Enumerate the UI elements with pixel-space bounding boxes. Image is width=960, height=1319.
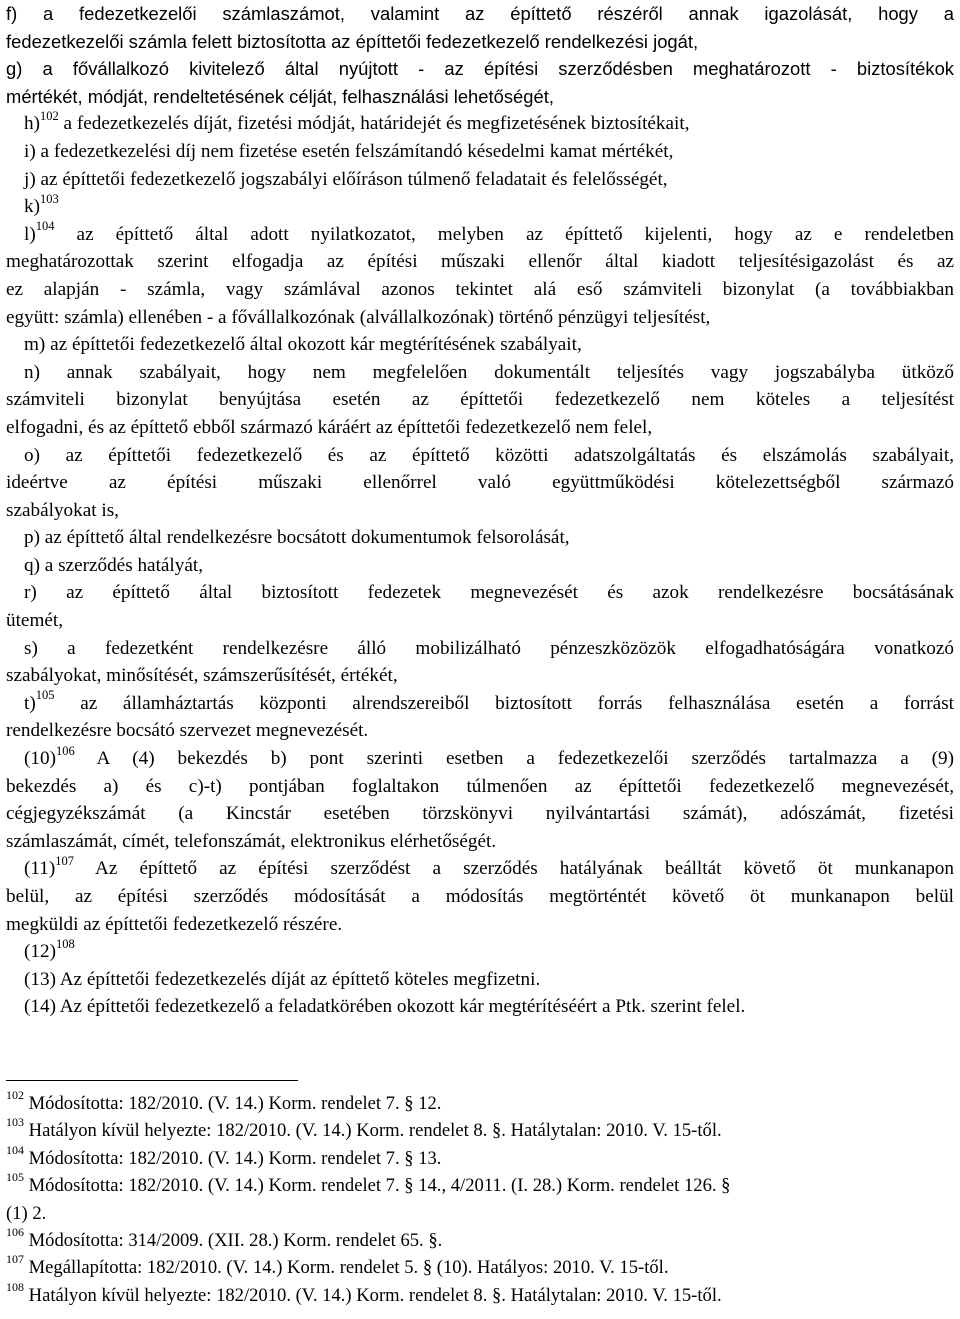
footnote-text: Módosította: 182/2010. (V. 14.) Korm. rendelet 7. § 12. [24,1093,442,1114]
text-line [6,938,954,966]
text-line [6,607,954,635]
line-text: g) a fővállalkozó kivitelező által nyújtott - az építési szerződésben meghatározott - biztosítékok [6,58,954,80]
text-line [6,248,954,276]
footnote-number: 102 [6,1087,24,1102]
footnote [6,1117,954,1144]
body-text [6,0,954,1021]
footnote-ref[interactable]: 107 [55,854,75,869]
line-text: rendelkezésre bocsátó szervezet megnevezését. [6,720,369,742]
text-line [6,276,954,304]
footnote-ref[interactable]: 104 [35,219,55,234]
text-line [6,800,954,828]
text-line [6,635,954,663]
line-text: A (4) bekezdés b) pont szerinti esetben a fedezetkezelői szerződés tartalmazza a (9) [74,748,954,770]
text-line [6,110,954,138]
line-text: szabályokat is, [6,499,119,521]
footnote-number: 106 [6,1224,24,1239]
line-text: együtt: számla) ellenében - a fővállalkozónak (alvállalkozónak) történő pénzügyi teljesítést, [6,306,711,328]
footnote-text: Módosította: 182/2010. (V. 14.) Korm. rendelet 7. § 13. [24,1147,442,1169]
line-text: ideértve az építési műszaki ellenőrrel való együttműködési kötelezettségből származó [6,472,954,494]
line-text: számviteli bizonylat benyújtása esetén az építtetői fedezetkezelő nem köteles a teljesítést [6,389,954,411]
footnotes [6,1087,954,1309]
footnote [6,1279,954,1309]
line-text: ez alapján - számla, vagy számlával azonos tekintet alá eső számviteli bizonylat (a továbbiakban [6,278,954,300]
footnote-text: Módosította: 182/2010. (V. 14.) Korm. rendelet 7. § 14., 4/2011. (I. 28.) Korm. rendelet 126. § [24,1175,731,1197]
line-text: számlaszámát, címét, telefonszámát, elektronikus elérhetőségét. [6,830,497,852]
line-text: q) a szerződés hatályát, [24,554,203,576]
item-marker: h) [24,113,40,135]
line-text: bekezdés a) és c)-t) pontjában foglaltakon túlmenően az építtetői fedezetkezelő megnevezését, [6,775,954,797]
item-marker: (10) [24,748,56,770]
footnote-number: 105 [6,1169,24,1184]
line-text: fedezetkezelői számla felett biztosította az építtetői fedezetkezelő rendelkezési jogát, [6,30,699,52]
text-line [6,193,954,221]
text-line [6,993,954,1021]
text-line [6,497,954,525]
item-marker: t) [24,692,36,714]
line-text: f) a fedezetkezelői számlaszámot, valamint az építtető részéről annak igazolását, hogy a [6,3,954,24]
footnote-text: Hatályon kívül helyezte: 182/2010. (V. 14.) Korm. rendelet 8. §. Hatálytalan: 2010. V. 15-től. [24,1120,722,1142]
line-text: j) az építtetői fedezetkezelő jogszabályi előíráson túlmenő feladatait és felelősségét, [24,168,668,190]
text-line [6,28,954,56]
text-line [6,359,954,387]
line-text: a fedezetkezelés díját, fizetési módját, határidejét és megfizetésének biztosítékait, [58,113,690,135]
line-text: Az építtető az építési szerződést a szerződés hatályának beálltát követő öt munkanapon [74,858,954,880]
footnote [6,1169,954,1199]
footnote-text: Megállapította: 182/2010. (V. 14.) Korm. rendelet 5. § (10). Hatályos: 2010. V. 15-től. [24,1257,669,1279]
line-text: i) a fedezetkezelési díj nem fizetése esetén felszámítandó késedelmi kamat mértékét, [24,140,674,162]
text-line [6,386,954,414]
line-text: megküldi az építtetői fedezetkezelő részére. [6,913,343,935]
text-line [6,414,954,442]
footnote-separator [6,1080,298,1081]
line-text: o) az építtetői fedezetkezelő és az építtető közötti adatszolgáltatás és elszámolás szabályait, [24,444,954,466]
footnote-text: Módosította: 314/2009. (XII. 28.) Korm. rendelet 65. §. [24,1229,443,1251]
text-line [6,552,954,580]
text-line [6,662,954,690]
item-marker: l) [24,223,36,245]
footnote [6,1142,954,1172]
footnote-text: (1) 2. [6,1202,47,1224]
text-line [6,55,954,83]
text-line [6,579,954,607]
text-line [6,138,954,166]
text-line [6,855,954,883]
text-line [6,166,954,194]
footnote [6,1254,954,1281]
line-text: m) az építtetői fedezetkezelő által okozott kár megtérítésének szabályait, [24,334,582,356]
line-text: mértékét, módját, rendeltetésének célját, felhasználási lehetőségét, [6,85,554,107]
line-text: belül, az építési szerződés módosítását a módosítás megtörténtét követő öt munkanapon belül [6,886,954,907]
line-text: elfogadni, és az építtető ebből származó káráért az építtetői fedezetkezelő nem felel, [6,416,653,438]
line-text: cégjegyzékszámát (a Kincstár esetében törzskönyvi nyilvántartási számát), adószámát, fizetési [6,803,954,825]
line-text: (14) Az építtetői fedezetkezelő a feladatkörében okozott kár megtérítéséért a Ptk. szerint felel. [24,996,746,1018]
text-line [6,221,954,249]
text-line [6,911,954,939]
footnote-number: 103 [6,1115,24,1130]
footnote-ref[interactable]: 105 [35,688,55,703]
text-line [6,745,954,773]
text-line [6,524,954,552]
item-marker: k) [24,196,40,218]
item-marker: (12) [24,941,56,963]
line-text: az építtető által adott nyilatkozatot, melyben az építtető kijelenti, hogy az e rendeletben [54,223,954,245]
text-line [6,442,954,470]
text-line [6,828,954,856]
text-line [6,966,954,994]
text-line [6,883,954,911]
text-line [6,0,954,28]
text-line [6,331,954,359]
line-text: s) a fedezetként rendelkezésre álló mobilizálható pénzeszközözök elfogadhatóságára vonatkozó [24,637,954,659]
line-text: r) az építtető által biztosított fedezetek megnevezését és azok rendelkezésre bocsátásának [24,582,954,604]
text-line [6,469,954,497]
line-text: az államháztartás központi alrendszereiből biztosított forrás felhasználása esetén a forrást [54,692,954,714]
line-text: meghatározottak szerint elfogadja az építési műszaki ellenőr által kiadott teljesítésigazolást és az [6,251,954,273]
footnote-number: 108 [6,1279,24,1294]
line-text: n) annak szabályait, hogy nem megfelelően dokumentált teljesítés vagy jogszabályba ütköző [24,361,954,383]
text-line [6,773,954,801]
footnote-ref[interactable]: 102 [39,108,59,123]
text-line [6,304,954,332]
footnote-number: 107 [6,1252,24,1267]
text-line [6,83,954,111]
footnote-number: 104 [6,1142,24,1157]
item-marker: (11) [24,858,56,880]
footnote-ref[interactable]: 103 [39,191,59,206]
line-text: ütemét, [6,610,64,632]
line-text: szabályokat, minősítését, számszerűsítését, értékét, [6,665,398,687]
text-line [6,690,954,718]
footnote [6,1224,954,1254]
footnote-ref[interactable]: 106 [55,743,75,758]
line-text: (13) Az építtetői fedezetkezelés díját az építtető köteles megfizetni. [24,968,541,990]
footnote [6,1087,954,1117]
footnote [6,1200,954,1227]
footnote-text: Hatályon kívül helyezte: 182/2010. (V. 14.) Korm. rendelet 8. §. Hatálytalan: 2010. V. 15-től. [24,1284,722,1306]
footnote-ref[interactable]: 108 [55,936,75,951]
text-line [6,717,954,745]
line-text: p) az építtető által rendelkezésre bocsátott dokumentumok felsorolását, [24,527,570,549]
